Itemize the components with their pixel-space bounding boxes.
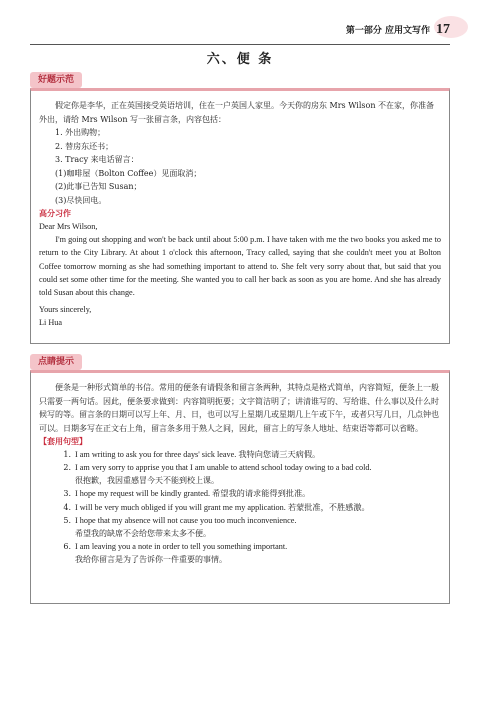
phrase-text: I hope my request will be kindly granted. 希望我的请求能得到批准。	[75, 489, 311, 499]
phrase-item	[39, 540, 441, 553]
phrase-item	[39, 501, 441, 514]
example-box	[30, 88, 450, 344]
phrase-number: 5.	[63, 515, 71, 525]
letter-closing: Yours sincerely,	[39, 305, 92, 315]
tips-tag: 点睛提示	[30, 354, 82, 370]
phrase-label: 【套用句型】	[39, 437, 87, 446]
phrase-number: 6.	[63, 542, 71, 552]
phrase-text: I hope that my absence will not cause you too much inconvenience.	[75, 515, 297, 525]
phrase-number: 2.	[63, 463, 71, 473]
phrase-item	[39, 448, 441, 461]
phrase-item	[39, 487, 441, 500]
phrase-translation: 我给你留言是为了告诉你一件重要的事情。	[75, 555, 227, 565]
example-item-3: 3. Tracy 来电话留言：	[55, 155, 139, 164]
header-divider	[30, 44, 450, 45]
example-item-2: 2. 替房东还书；	[55, 141, 114, 151]
page-title: 六、便 条	[206, 52, 274, 67]
phrase-text: I will be very much obliged if you will grant me my application. 若蒙批准，不胜感激。	[75, 502, 370, 512]
page-header	[346, 22, 450, 38]
letter-signature: Li Hua	[39, 318, 62, 328]
phrase-translation: 很抱歉，我因重感冒今天不能到校上课。	[75, 476, 219, 486]
example-subitem-2: (2)此事已告知 Susan；	[55, 182, 142, 191]
model-essay-label: 高分习作	[39, 209, 71, 218]
letter-body: I'm going out shopping and won't be back until about 5:00 p.m. I have taken with me the two books you asked me to return to the City Library. At about 1 o'clock this afternoon, Tracy called, saying that she couldn't meet you at Bolton Coffee tomorrow morning as she had something important to attend to. She felt very sorry about that, but said that you could set some other time for the meeting. She wanted you to call her back as soon as you are home. And she has already told Susan about this change.	[39, 235, 441, 298]
phrase-number: 1.	[63, 450, 71, 459]
example-subitem-3: (3)尽快回电。	[55, 195, 107, 205]
phrase-text: I am leaving you a note in order to tell you something important.	[75, 542, 288, 552]
section-label: 第一部分 应用文写作	[345, 26, 430, 36]
page-number: 17	[436, 22, 450, 37]
example-subitem-1: (1)咖啡屋（Bolton Coffee）见面取消；	[55, 168, 202, 178]
example-prompt: 假定你是李华，正在英国接受英语培训，住在一户英国人家里。今天你的房东 Mrs Wilson 不在家，你准备外出，请给 Mrs Wilson 写一张留言条，内容包括：	[39, 101, 435, 124]
tips-box	[30, 370, 450, 604]
phrase-text: I am very sorry to apprise you that I am unable to attend school today owing to a bad cold.	[75, 463, 372, 473]
phrase-translation: 希望我的缺席不会给您带来太多不便。	[75, 529, 211, 539]
example-tag: 好题示范	[30, 72, 82, 88]
phrase-item	[39, 514, 441, 527]
phrase-text: I am writing to ask you for three days' sick leave. 我特向您请三天病假。	[75, 450, 321, 459]
phrase-item	[39, 461, 441, 474]
example-item-1: 1. 外出购物；	[55, 128, 106, 137]
phrase-number: 3.	[63, 489, 71, 499]
letter-salutation: Dear Mrs Wilson,	[39, 222, 98, 231]
phrase-number: 4.	[63, 502, 71, 512]
tips-paragraph: 便条是一种形式简单的书信。常用的便条有请假条和留言条两种，其特点是格式简单，内容简短，便条上一般只需要一两句话。因此，便条要求做到：内容简明扼要；文字简洁明了；讲清谁写的、写给谁、什么事以及什么时候写的等。留言条的日期可以写上年、月、日，也可以写上星期几或星期几上午或下午，或者只写几日，几点钟也可以。日期多写在正文右上角，留言条多用于熟人之间，因此，留言上的写条人地址、结束语等都可以省略。	[39, 383, 439, 433]
